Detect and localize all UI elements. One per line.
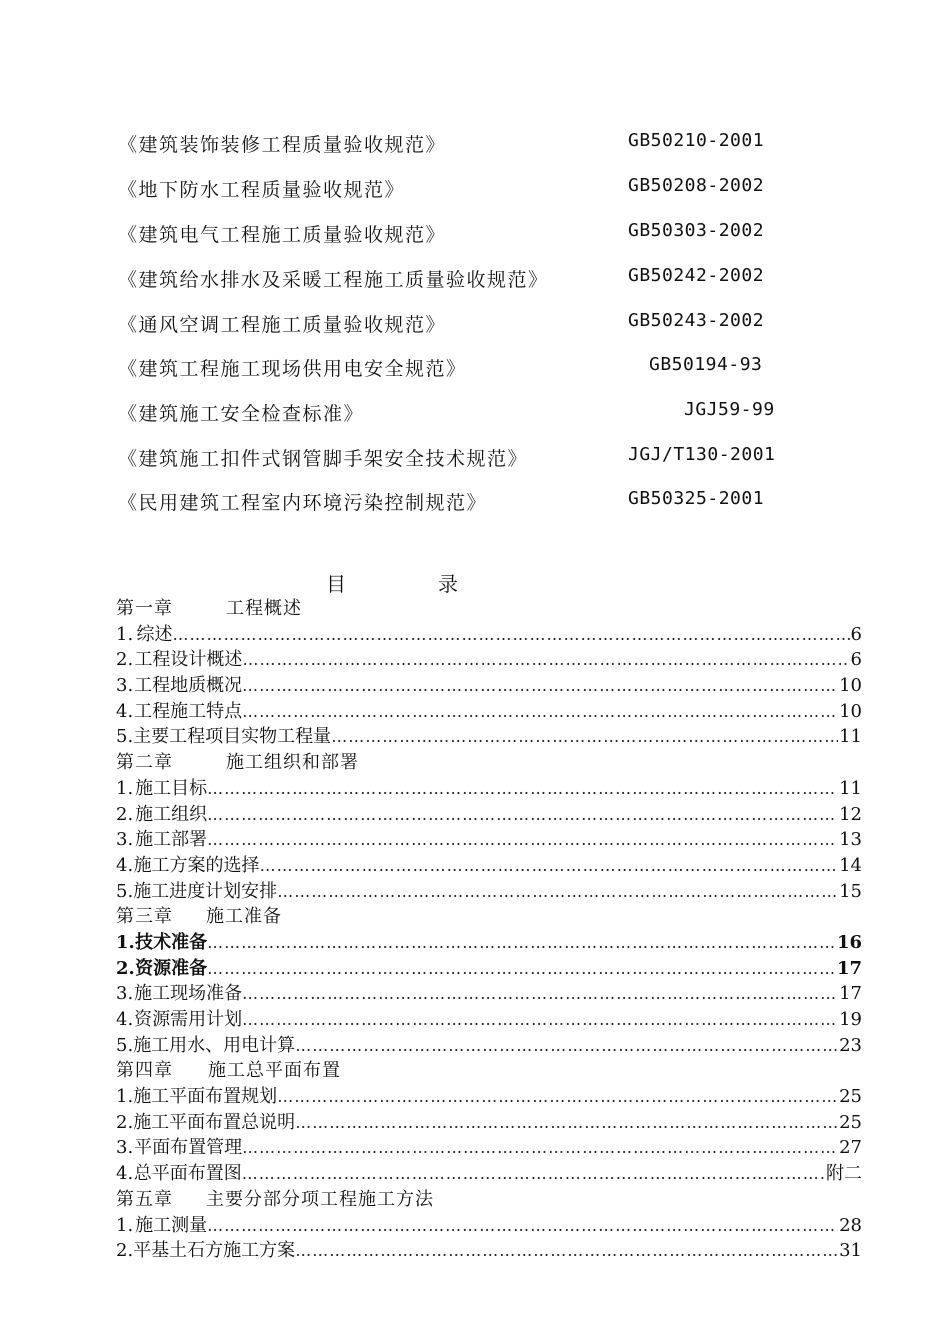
dot-leader [207, 776, 838, 802]
standard-row [118, 130, 778, 160]
chapter-title: 主要分部分项工程施工方法 [206, 1188, 434, 1210]
entry-number: 4. [116, 1163, 134, 1185]
entry-title: 平基土石方施工方案 [133, 1240, 296, 1262]
entry-number: 1. [116, 1086, 134, 1108]
entry-number: 2. [116, 649, 134, 671]
entry-page: 25 [839, 1111, 862, 1133]
entry-title: 施工组织 [135, 803, 208, 825]
entry-number: 4. [116, 700, 134, 722]
standard-title: 《通风空调工程施工质量验收规范》 [118, 314, 447, 336]
dot-leader [207, 802, 838, 828]
entry-title: 施工测量 [135, 1214, 208, 1236]
entry-page: 17 [836, 957, 862, 979]
dot-leader [242, 647, 849, 673]
entry-number: 1. [116, 777, 134, 799]
entry-number: 2. [116, 1240, 134, 1262]
toc-entry[interactable] [116, 699, 862, 725]
entry-page: 13 [839, 829, 862, 851]
entry-page: 6 [850, 623, 862, 645]
entry-title: 施工部署 [135, 829, 208, 851]
entry-page: 12 [839, 803, 862, 825]
dot-leader [173, 622, 850, 648]
entry-title: 施工方案的选择 [133, 854, 260, 876]
entry-page: 16 [836, 931, 862, 953]
entry-number: 2. [116, 957, 135, 979]
toc-entry[interactable] [116, 930, 862, 956]
toc-entry[interactable] [116, 1084, 862, 1110]
toc-entry[interactable] [116, 1033, 862, 1059]
toc-heading-right: 录 [438, 572, 458, 596]
dot-leader [207, 956, 836, 982]
entry-page: 附二 [826, 1163, 862, 1185]
entry-number: 1. [116, 623, 134, 645]
entry-title: 资源需用计划 [134, 1009, 243, 1030]
standard-code: JGJ59-99 [684, 399, 775, 420]
dot-leader [242, 1161, 825, 1187]
chapter-number: 第一章 [116, 598, 173, 619]
chapter-number: 第四章 [116, 1060, 173, 1082]
chapter-number: 第二章 [116, 752, 173, 774]
standard-title: 《建筑施工扣件式钢管脚手架安全技术规范》 [118, 448, 529, 470]
dot-leader [260, 853, 839, 879]
entry-number: 5. [116, 1034, 134, 1056]
entry-number: 1. [116, 931, 135, 953]
entry-page: 14 [839, 854, 862, 876]
toc-entry[interactable] [116, 1238, 862, 1264]
dot-leader [295, 1110, 838, 1136]
entry-title: 平面布置管理 [134, 1137, 243, 1159]
chapter-number: 第五章 [116, 1188, 173, 1210]
entry-number: 5. [116, 880, 134, 902]
dot-leader [331, 724, 838, 750]
toc-heading-left: 目 [326, 572, 346, 596]
entry-number: 2. [116, 803, 134, 825]
entry-title: 主要工程项目实物工程量 [133, 726, 332, 748]
entry-page: 15 [839, 880, 862, 902]
dot-leader [242, 981, 838, 1007]
entry-number: 3. [116, 829, 134, 851]
toc-entry[interactable] [116, 956, 862, 982]
entry-page: 27 [839, 1137, 862, 1159]
toc-entry[interactable] [116, 776, 862, 802]
entry-title: 施工进度计划安排 [133, 880, 278, 902]
toc-entry[interactable] [116, 853, 862, 879]
standard-code: GB50242-2002 [628, 265, 765, 286]
table-of-contents [116, 596, 862, 1264]
toc-entry[interactable] [116, 673, 862, 699]
dot-leader [295, 1033, 838, 1059]
entry-page: 10 [839, 675, 862, 697]
chapter-title: 施工总平面布置 [208, 1060, 341, 1082]
chapter-heading [116, 596, 862, 622]
entry-title: 工程地质概况 [134, 675, 243, 697]
toc-entry[interactable] [116, 1213, 862, 1239]
entry-title: 施工平面布置总说明 [133, 1111, 296, 1133]
standard-code: JGJ/T130-2001 [628, 444, 776, 465]
standard-code: GB50194-93 [649, 354, 763, 375]
toc-entry[interactable] [116, 724, 862, 750]
entry-number: 4. [116, 854, 134, 876]
dot-leader [207, 930, 836, 956]
standard-code: GB50243-2002 [628, 310, 765, 331]
toc-entry[interactable] [116, 1110, 862, 1136]
toc-entry[interactable] [116, 827, 862, 853]
entry-number: 4. [116, 1009, 134, 1030]
entry-number: 3. [116, 1137, 134, 1159]
toc-entry[interactable] [116, 879, 862, 905]
entry-title: 工程设计概述 [134, 649, 243, 671]
chapter-heading [116, 750, 862, 776]
dot-leader [277, 1084, 838, 1110]
toc-entry[interactable] [116, 802, 862, 828]
standard-title: 《民用建筑工程室内环境污染控制规范》 [118, 492, 488, 514]
dot-leader [207, 827, 838, 853]
toc-heading [0, 568, 950, 596]
entry-number: 2. [116, 1111, 134, 1133]
standard-title: 《建筑给水排水及采暖工程施工质量验收规范》 [118, 269, 549, 291]
entry-page: 28 [839, 1214, 862, 1236]
standard-row [118, 175, 778, 205]
toc-entry[interactable] [116, 981, 862, 1007]
standard-title: 《地下防水工程质量验收规范》 [118, 179, 406, 201]
entry-title: 工程施工特点 [134, 700, 243, 722]
entry-number: 3. [116, 675, 134, 697]
standard-row [118, 265, 778, 295]
dot-leader [242, 673, 838, 699]
toc-entry[interactable] [116, 1007, 862, 1033]
dot-leader [242, 699, 838, 725]
entry-number: 5. [116, 726, 134, 748]
entry-page: 19 [839, 1009, 862, 1030]
standard-title: 《建筑施工安全检查标准》 [118, 403, 365, 425]
toc-entry[interactable] [116, 622, 862, 648]
chapter-heading [116, 1058, 862, 1084]
dot-leader [277, 879, 838, 905]
toc-entry[interactable] [116, 647, 862, 673]
standard-row [118, 488, 778, 518]
dot-leader [295, 1238, 838, 1264]
standard-row [118, 310, 778, 340]
entry-title: 施工现场准备 [134, 983, 243, 1005]
entry-page: 25 [839, 1086, 862, 1108]
entry-page: 31 [839, 1240, 862, 1262]
standard-code: GB50325-2001 [628, 488, 765, 509]
toc-entry[interactable] [116, 1161, 862, 1187]
chapter-number: 第三章 [116, 906, 173, 928]
chapter-title: 施工组织和部署 [226, 752, 359, 774]
standard-code: GB50210-2001 [628, 130, 765, 151]
chapter-title: 施工准备 [206, 906, 282, 928]
entry-page: 11 [839, 726, 862, 748]
entry-page: 23 [839, 1034, 862, 1056]
entry-page: 11 [839, 777, 862, 799]
standard-title: 《建筑工程施工现场供用电安全规范》 [118, 358, 467, 380]
standard-code: GB50208-2002 [628, 175, 765, 196]
dot-leader [207, 1213, 838, 1239]
entry-title: 施工平面布置规划 [133, 1086, 278, 1108]
dot-leader [242, 1007, 838, 1033]
entry-title: 综述 [136, 623, 173, 645]
dot-leader [242, 1135, 838, 1161]
entry-page: 10 [839, 700, 862, 722]
standard-code: GB50303-2002 [628, 220, 765, 241]
entry-title: 总平面布置图 [133, 1163, 242, 1185]
entry-page: 6 [850, 649, 862, 671]
entry-title: 资源准备 [135, 957, 208, 979]
chapter-heading [116, 904, 862, 930]
standard-row [118, 444, 778, 474]
entry-number: 3. [116, 983, 134, 1005]
standard-row [118, 354, 778, 384]
chapter-heading [116, 1187, 862, 1213]
standard-title: 《建筑电气工程施工质量验收规范》 [118, 224, 447, 246]
entry-title: 施工目标 [135, 777, 208, 799]
entry-title: 技术准备 [135, 931, 208, 953]
toc-entry[interactable] [116, 1135, 862, 1161]
standard-row [118, 399, 778, 429]
standard-row [118, 220, 778, 250]
standard-title: 《建筑装饰装修工程质量验收规范》 [118, 134, 447, 156]
entry-title: 施工用水、用电计算 [133, 1034, 296, 1056]
chapter-title: 工程概述 [226, 598, 302, 619]
entry-number: 1. [116, 1214, 134, 1236]
entry-page: 17 [839, 983, 862, 1005]
